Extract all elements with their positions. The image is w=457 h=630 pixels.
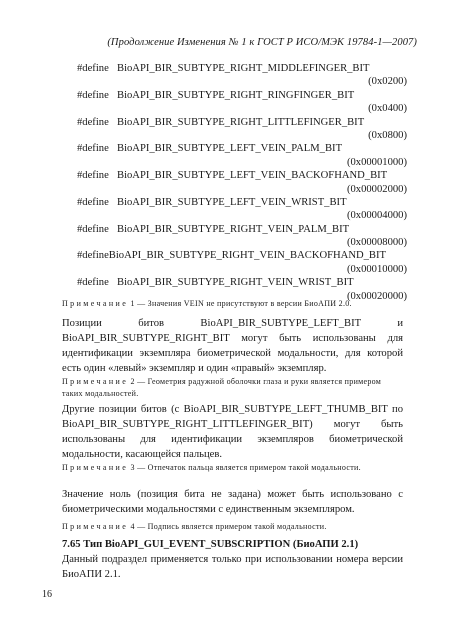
note-1 bbox=[62, 298, 403, 310]
define-keyword: #define bbox=[77, 223, 109, 235]
define-value: (0x0400) bbox=[368, 103, 407, 115]
define-line bbox=[77, 223, 407, 236]
define-keyword: #define bbox=[77, 143, 109, 155]
define-keyword: #define bbox=[77, 170, 109, 182]
note-3 bbox=[62, 462, 403, 474]
define-keyword: #define bbox=[77, 116, 109, 128]
define-line bbox=[77, 62, 407, 75]
note-text: 3 — Отпечаток пальца является примером такой модальности. bbox=[130, 463, 361, 472]
define-keyword: #define bbox=[77, 277, 109, 289]
define-value: (0x00004000) bbox=[346, 210, 407, 222]
define-line bbox=[77, 196, 407, 209]
define-line bbox=[77, 89, 407, 102]
paragraph-1: Позиции битов BioAPI_BIR_SUBTYPE_LEFT_BIT и BioAPI_BIR_SUBTYPE_RIGHT_BIT могут быть использованы для идентификации экземпляра биометрической модальности, для которой есть один «левый» экземпляр и один «правый» экземпляр. bbox=[62, 318, 403, 374]
define-keyword: #define bbox=[77, 89, 109, 101]
note-lead: Примечание bbox=[62, 522, 129, 531]
define-line bbox=[77, 116, 407, 129]
note-4 bbox=[62, 521, 403, 533]
note-2 bbox=[62, 376, 403, 400]
define-keyword: #define bbox=[77, 63, 109, 74]
paragraph-3: Значение ноль (позиция бита не задана) может быть использовано с биометрическими модальностями с единственным экземпляром. bbox=[62, 489, 403, 515]
define-name: BioAPI_BIR_SUBTYPE_RIGHT_LITTLEFINGER_BIT bbox=[117, 116, 365, 128]
define-list bbox=[77, 62, 407, 303]
running-header: (Продолжение Изменения № 1 к ГОСТ Р ИСО/МЭК 19784-1—2007) bbox=[107, 37, 417, 48]
paragraph-2: Другие позиции битов (с BioAPI_BIR_SUBTYPE_LEFT_THUMB_BIT по BioAPI_BIR_SUBTYPE_RIGHT_LITTLEFINGER_BIT) могут быть использованы для идентификации экземпляров биометрической модальности, касающейся пальцев. bbox=[62, 404, 403, 460]
define-value: (0x00002000) bbox=[346, 183, 407, 195]
note-lead: Примечание bbox=[62, 377, 129, 386]
define-line bbox=[77, 169, 407, 182]
note-text: 4 — Подпись является примером такой модальности. bbox=[130, 522, 327, 531]
note-text: 2 — Геометрия радужной оболочки глаза и руки является примером таких модальностей. bbox=[62, 377, 382, 398]
section-heading: 7.65 Тип BioAPI_GUI_EVENT_SUBSCRIPTION (БиоАПИ 2.1) bbox=[62, 539, 359, 550]
define-name: BioAPI_BIR_SUBTYPE_RIGHT_VEIN_BACKOFHAND_BIT bbox=[108, 250, 386, 262]
note-text: 1 — Значения VEIN не присутствуют в версии БиоАПИ 2.0. bbox=[130, 299, 352, 308]
define-value: (0x00020000) bbox=[346, 290, 407, 302]
define-line bbox=[77, 276, 407, 289]
define-name: BioAPI_BIR_SUBTYPE_LEFT_VEIN_PALM_BIT bbox=[117, 143, 343, 155]
define-name: BioAPI_BIR_SUBTYPE_RIGHT_RINGFINGER_BIT bbox=[117, 89, 355, 101]
define-name: BioAPI_BIR_SUBTYPE_LEFT_VEIN_WRIST_BIT bbox=[117, 196, 347, 208]
define-value: (0x0200) bbox=[368, 76, 407, 88]
note-lead: Примечание bbox=[62, 463, 129, 472]
define-line bbox=[77, 142, 407, 155]
define-name: BioAPI_BIR_SUBTYPE_RIGHT_VEIN_WRIST_BIT bbox=[117, 277, 354, 289]
define-line bbox=[77, 249, 407, 262]
define-name: BioAPI_BIR_SUBTYPE_RIGHT_VEIN_PALM_BIT bbox=[117, 223, 350, 235]
paragraph-4: Данный подраздел применяется только при использовании номера версии БиоАПИ 2.1. bbox=[62, 554, 403, 580]
define-value: (0x00010000) bbox=[346, 263, 407, 275]
page-number: 16 bbox=[42, 589, 52, 600]
define-keyword: #define bbox=[77, 250, 109, 262]
define-name: BioAPI_BIR_SUBTYPE_LEFT_VEIN_BACKOFHAND_BIT bbox=[117, 170, 388, 182]
define-value: (0x00001000) bbox=[346, 156, 407, 168]
define-keyword: #define bbox=[77, 196, 109, 208]
define-name: BioAPI_BIR_SUBTYPE_RIGHT_MIDDLEFINGER_BIT bbox=[117, 63, 370, 74]
define-value: (0x0800) bbox=[368, 129, 407, 141]
define-value: (0x00008000) bbox=[346, 237, 407, 249]
note-lead: Примечание bbox=[62, 299, 129, 308]
